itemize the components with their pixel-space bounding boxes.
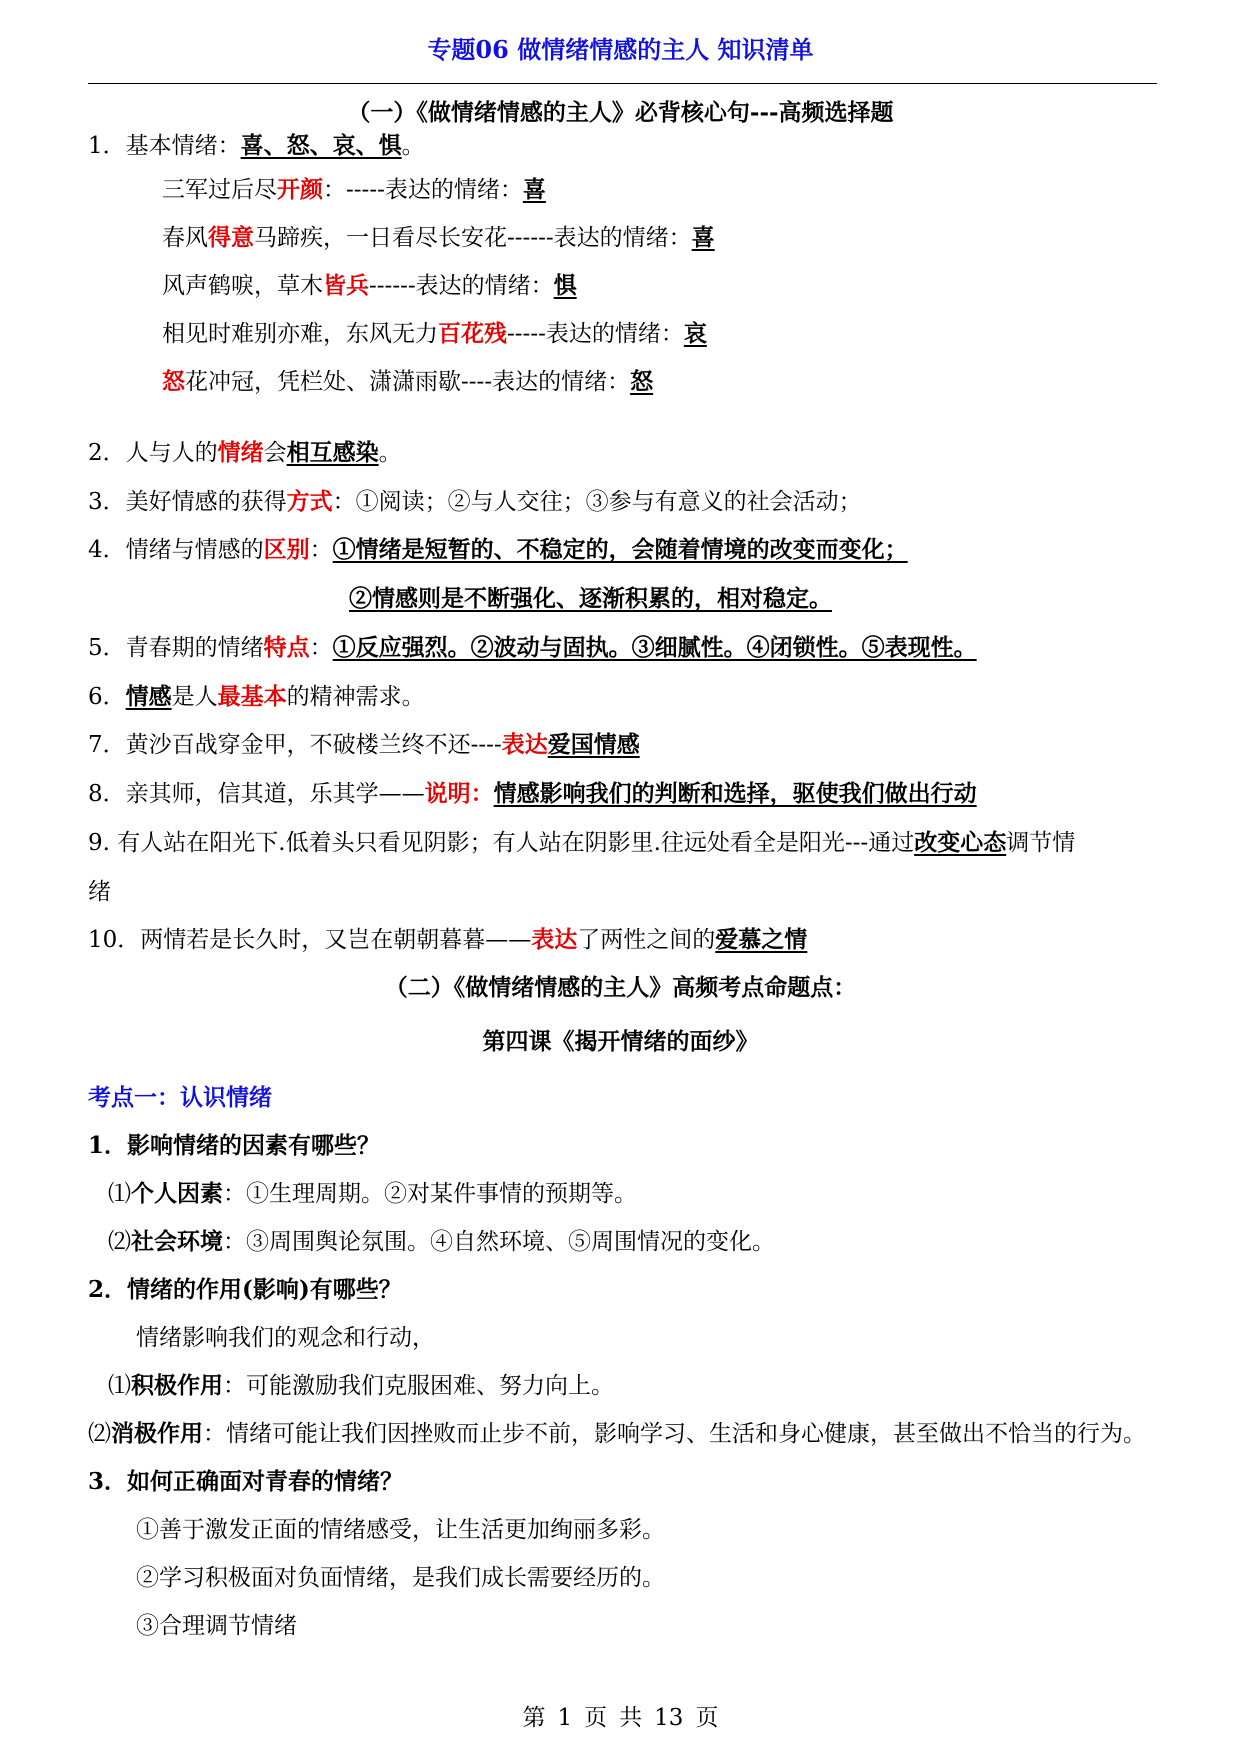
page-header-title: 专题06 做情绪情感的主人 知识清单 [427,35,814,64]
section1-heading: （一）《做情绪情感的主人》必背核心句---高频选择题 [347,99,894,126]
item-2: 2．人与人的情绪会相互感染。 [88,439,402,466]
q1-answer-2: ⑵社会环境：③周围舆论氛围。④自然环境、⑤周围情况的变化。 [108,1228,775,1255]
poem-line: 怒花冲冠，凭栏处、潇潇雨歇----表达的情绪：怒 [162,368,654,395]
q1-answer-1: ⑴个人因素：①生理周期。②对某件事情的预期等。 [108,1180,637,1207]
item-10: 10．两情若是长久时，又岂在朝朝暮暮——表达了两性之间的爱慕之情 [88,926,808,953]
question-2: 2．情绪的作用(影响)有哪些？ [88,1276,402,1303]
item-4: 4．情绪与情感的区别：①情绪是短暂的、不稳定的，会随着情境的改变而变化； [88,536,908,563]
item-4-line2: ②情感则是不断强化、逐渐积累的，相对稳定。 [349,585,832,612]
item-7: 7．黄沙百战穿金甲，不破楼兰终不还----表达爱国情感 [88,731,640,758]
item-1: 1．基本情绪：喜、怒、哀、惧。 [88,132,425,159]
lesson-title: 第四课《揭开情绪的面纱》 [482,1028,759,1055]
item-3: 3．美好情感的获得方式：①阅读；②与人交往；③参与有意义的社会活动； [88,488,862,515]
header-divider [88,83,1157,84]
section2-heading: （二）《做情绪情感的主人》高频考点命题点： [384,974,857,1001]
q3-line: ②学习积极面对负面情绪，是我们成长需要经历的。 [136,1565,665,1591]
item-9: 9. 有人站在阳光下.低着头只看见阴影；有人站在阴影里.往远处看全是阳光---通过改变心态调节情 [88,829,1076,856]
page-footer: 第 1 页 共 13 页 [522,1705,719,1731]
q2-answer-2: ⑵消极作用：情绪可能让我们因挫败而止步不前，影响学习、生活和身心健康，甚至做出不恰当的行为。 [88,1420,1146,1447]
q2-answer-1: ⑴积极作用：可能激励我们克服困难、努力向上。 [108,1372,614,1399]
poem-line: 三军过后尽开颜：-----表达的情绪：喜 [162,176,546,203]
kaodian-heading: 考点一：认识情绪 [88,1084,272,1111]
question-3: 3．如何正确面对青春的情绪？ [88,1468,404,1495]
total-pages: 13 [654,1705,684,1731]
item-5: 5．青春期的情绪特点：①反应强烈。②波动与固执。③细腻性。④闭锁性。⑤表现性。 [88,634,977,661]
q3-line: ①善于激发正面的情绪感受，让生活更加绚丽多彩。 [136,1517,665,1543]
current-page-number: 1 [557,1705,573,1731]
question-1: 1．影响情绪的因素有哪些？ [88,1132,381,1159]
poem-line: 风声鹤唳，草木皆兵------表达的情绪：惧 [162,272,577,299]
q3-line: ③合理调节情绪 [136,1613,297,1639]
poem-line: 相见时难别亦难，东风无力百花残-----表达的情绪：哀 [162,320,707,347]
item-8: 8．亲其师，信其道，乐其学——说明：情感影响我们的判断和选择，驱使我们做出行动 [88,780,977,807]
item-6: 6．情感是人最基本的精神需求。 [88,683,425,710]
q2-intro: 情绪影响我们的观念和行动， [136,1325,435,1351]
poem-line: 春风得意马蹄疾，一日看尽长安花------表达的情绪：喜 [162,224,715,251]
item-9-cont: 绪 [88,879,111,905]
